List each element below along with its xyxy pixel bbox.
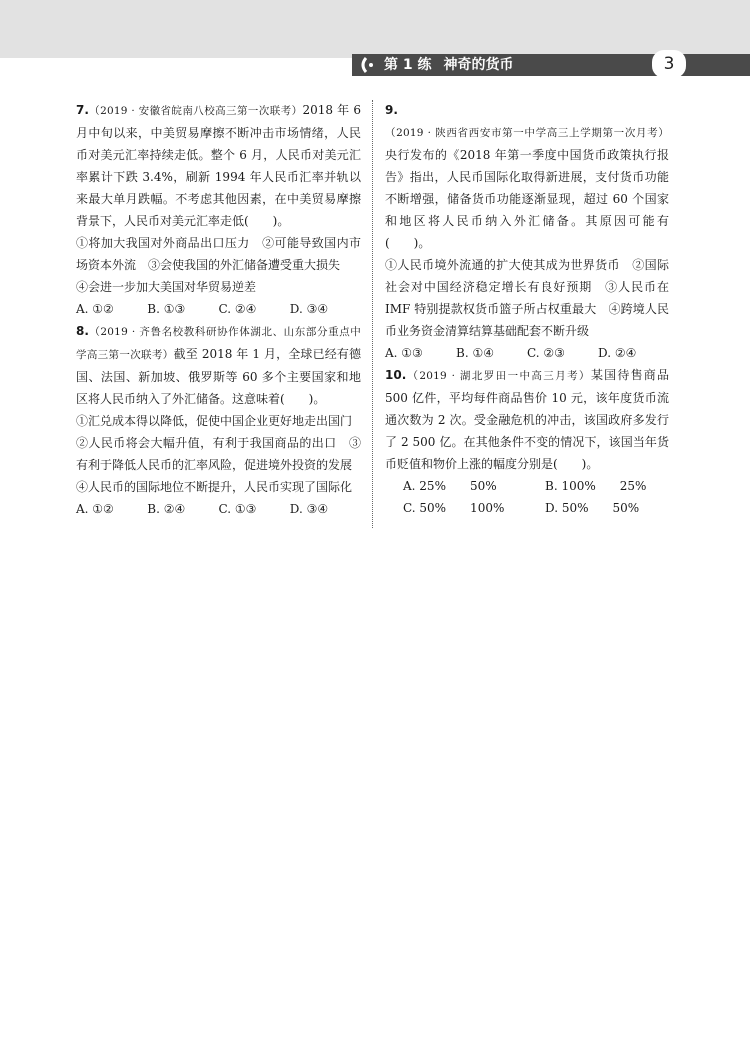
answer-options: [385, 475, 669, 519]
option-a[interactable]: A. ①②: [76, 302, 114, 316]
question-source: （2019 · 齐鲁名校教科研协作体湖北、山东部分重点中学高三第一次联考）: [76, 326, 361, 361]
option-c[interactable]: C. ②④: [218, 302, 257, 316]
question-number: 10.: [385, 368, 407, 382]
statement-line: ①人民币境外流通的扩大使其成为世界货币 ②国际社会对中国经济稳定增长有良好预期 ③人民币在 IMF 特别提款权货币篮子所占权重最大 ④跨境人民币业务资金清算结算基础配套不断升级: [385, 258, 669, 338]
option-a[interactable]: A. 25% 50%: [403, 479, 497, 493]
question-number: 8.: [76, 324, 89, 338]
statement-line: ④会进一步加大美国对华贸易逆差: [76, 280, 257, 294]
option-c[interactable]: C. ①③: [218, 502, 257, 516]
lesson-title: 神奇的货币: [443, 57, 514, 73]
question-stem: [76, 320, 361, 410]
statement-line: ①汇兑成本得以降低，促使中国企业更好地走出国门: [76, 414, 353, 428]
header-title: [384, 54, 514, 76]
question-number: 7.: [76, 103, 89, 117]
question-source: （2019 · 安徽省皖南八校高三第一次联考）: [88, 105, 303, 117]
question-text: 2018 年 6 月中旬以来，中美贸易摩擦不断冲击市场情绪，人民币对美元汇率持续走低。整个 6 月，人民币对美元汇率累计下跌 3.4%，刷新 1994 年人民币汇率并轨以来最大单月跌幅。不考虑其他因素，在中美贸易摩擦背景下，人民币对美元汇率走低( )。: [76, 103, 361, 228]
question-9: [385, 99, 669, 364]
question-10: [385, 364, 669, 519]
page-number: 3: [652, 50, 686, 78]
option-d[interactable]: D. ③④: [289, 502, 329, 516]
answer-options: [76, 498, 361, 520]
option-d[interactable]: D. ③④: [289, 302, 329, 316]
lesson-label: 第 1 练: [384, 57, 432, 73]
right-column: [385, 99, 669, 519]
question-stem: [385, 99, 669, 254]
option-b[interactable]: B. ①④: [456, 346, 494, 360]
left-column: [76, 99, 361, 520]
option-d[interactable]: D. 50% 50%: [545, 501, 640, 515]
option-b[interactable]: B. ②④: [147, 502, 186, 516]
column-divider: [372, 100, 373, 528]
option-b[interactable]: B. ①③: [147, 302, 186, 316]
question-number: 9.: [385, 103, 398, 117]
bracket-deco-icon: [358, 56, 376, 74]
answer-options: [76, 298, 361, 320]
top-band: [0, 0, 750, 58]
question-stem: [385, 364, 669, 475]
question-source: （2019 · 湖北罗田一中高三月考）: [406, 370, 591, 382]
statement-line: ②人民币将会大幅升值，有利于我国商品的出口 ③有利于降低人民币的汇率风险，促进境外投资的发展: [76, 436, 361, 472]
question-stem: [76, 99, 361, 232]
statement-line: ④人民币的国际地位不断提升，人民币实现了国际化: [76, 480, 353, 494]
question-7: [76, 99, 361, 320]
option-c[interactable]: C. 50% 100%: [403, 501, 505, 515]
option-b[interactable]: B. 100% 25%: [545, 479, 647, 493]
answer-options: [385, 342, 669, 364]
option-c[interactable]: C. ②③: [527, 346, 565, 360]
question-source: （2019 · 陕西省西安市第一中学高三上学期第一次月考）: [385, 127, 669, 139]
option-a[interactable]: A. ①③: [385, 346, 423, 360]
option-a[interactable]: A. ①②: [76, 502, 114, 516]
question-8: [76, 320, 361, 520]
option-d[interactable]: D. ②④: [598, 346, 637, 360]
question-text: 某国待售商品 500 亿件，平均每件商品售价 10 元，该年度货币流通次数为 2 次。受金融危机的冲击，该国政府多发行了 2 500 亿。在其他条件不变的情况下，该国当年货币贬值和物价上涨的幅度分别是( )。: [385, 368, 669, 471]
question-text: 央行发布的《2018 年第一季度中国货币政策执行报告》指出，人民币国际化取得新进展，支付货币功能不断增强，储备货币功能逐渐显现，超过 60 个国家和地区将人民币纳入外汇储备。其原因可能有( )。: [385, 148, 669, 250]
question-text: 截至 2018 年 1 月，全球已经有德国、法国、新加坡、俄罗斯等 60 多个主要国家和地区将人民币纳入了外汇储备。这意味着( )。: [76, 347, 361, 406]
statement-line: ①将加大我国对外商品出口压力 ②可能导致国内市场资本外流 ③会使我国的外汇储备遭受重大损失: [76, 236, 361, 272]
